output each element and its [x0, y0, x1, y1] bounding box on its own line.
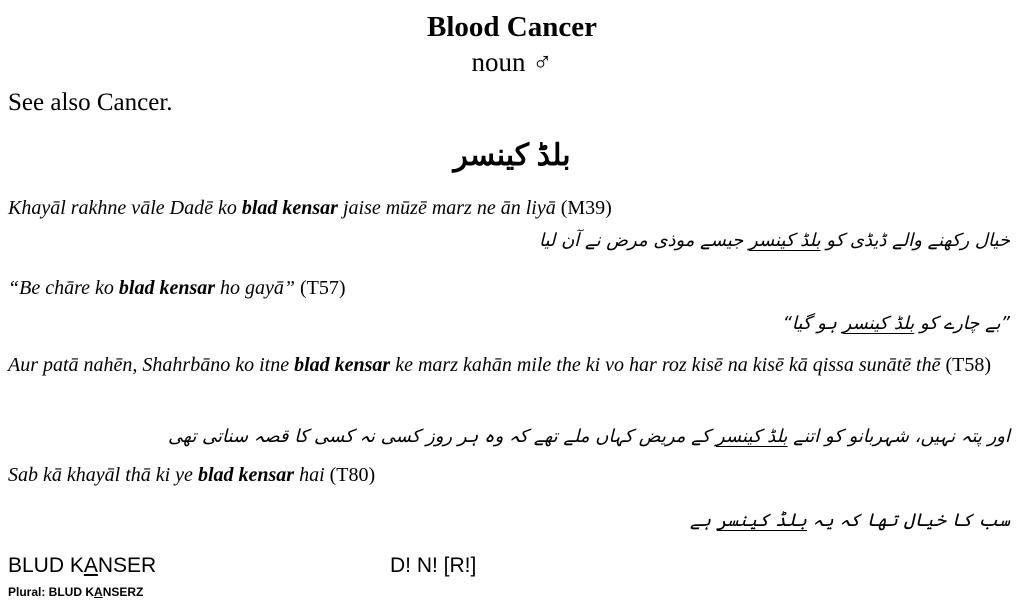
example-term: blad kensar	[197, 464, 295, 486]
part-of-speech: noun ♂	[471, 47, 553, 77]
urdu-text: ”بے چارے کو	[914, 313, 1010, 334]
urdu-term: بلڈ کینسر	[716, 426, 788, 447]
urdu-text: خیال رکھنے والے ڈیڈی کو	[820, 230, 1010, 251]
plural-code	[8, 585, 143, 599]
example-text: ho gayā”	[215, 277, 296, 299]
urdu-term: بلڈ کینسر	[749, 230, 821, 251]
urdu-headword: بلڈ کینسر	[453, 139, 571, 172]
see-also: See also Cancer.	[8, 89, 173, 116]
urdu-text: ہے	[689, 510, 717, 531]
entry-title: Blood Cancer	[427, 11, 597, 43]
example-source: (T58)	[940, 354, 992, 376]
urdu-term: بلڈ کینسر	[716, 510, 807, 531]
example-text: ke marz kahān mile the ki vo har roz kisē na kisē kā qissa sunātē thē	[390, 354, 941, 376]
urdu-text: اور پتہ نہیں، شہربانو کو اتنے	[787, 426, 1010, 447]
example-text: Khayāl rakhne vāle Dadē ko	[8, 197, 242, 219]
example-3-urdu	[168, 424, 1010, 450]
example-text: hai	[294, 464, 325, 486]
example-text: “Be chāre ko	[8, 277, 119, 299]
example-text: Aur patā nahēn, Shahrbāno ko itne	[8, 354, 295, 376]
example-2-urdu	[783, 311, 1010, 337]
example-text: jaise mūzē marz ne ān liyā	[337, 197, 556, 219]
example-2-transliteration	[8, 276, 1012, 301]
urdu-text: کے مریض کہاں ملے تھے کہ وہ ہر روز کسی نہ کسی کا قصہ سناتی تھی	[168, 426, 716, 447]
urdu-text: جیسے موذی مرض نے آن لیا	[538, 230, 750, 251]
example-1-urdu	[539, 228, 1010, 254]
code-part-underlined: A	[83, 554, 98, 577]
phonetic-code	[8, 554, 156, 578]
example-term: blad kensar	[294, 354, 391, 376]
grammar-tag: D! N! [R!]	[390, 554, 477, 577]
code-part: BLUD K	[8, 554, 84, 577]
example-source: (M39)	[555, 197, 612, 219]
urdu-text: سب کا خیال تھا کہ یہ	[806, 510, 1010, 531]
example-1-transliteration	[8, 196, 1012, 221]
example-source: (T80)	[324, 464, 376, 486]
urdu-term: بلڈ کینسر	[842, 313, 915, 334]
code-part: NSER	[97, 554, 157, 577]
example-term: blad kensar	[241, 197, 338, 219]
example-4-transliteration	[8, 463, 1012, 488]
example-4-urdu	[690, 508, 1010, 534]
plural-part: Plural: BLUD K	[8, 585, 95, 599]
example-3-transliteration	[8, 353, 1012, 378]
plural-part-underlined: A	[94, 585, 103, 599]
example-source: (T57)	[295, 277, 346, 299]
plural-part: NSERZ	[102, 585, 144, 599]
example-text: Sab kā khayāl thā ki ye	[8, 464, 198, 486]
example-term: blad kensar	[118, 277, 216, 299]
urdu-text: ہو گیا“	[782, 313, 843, 334]
